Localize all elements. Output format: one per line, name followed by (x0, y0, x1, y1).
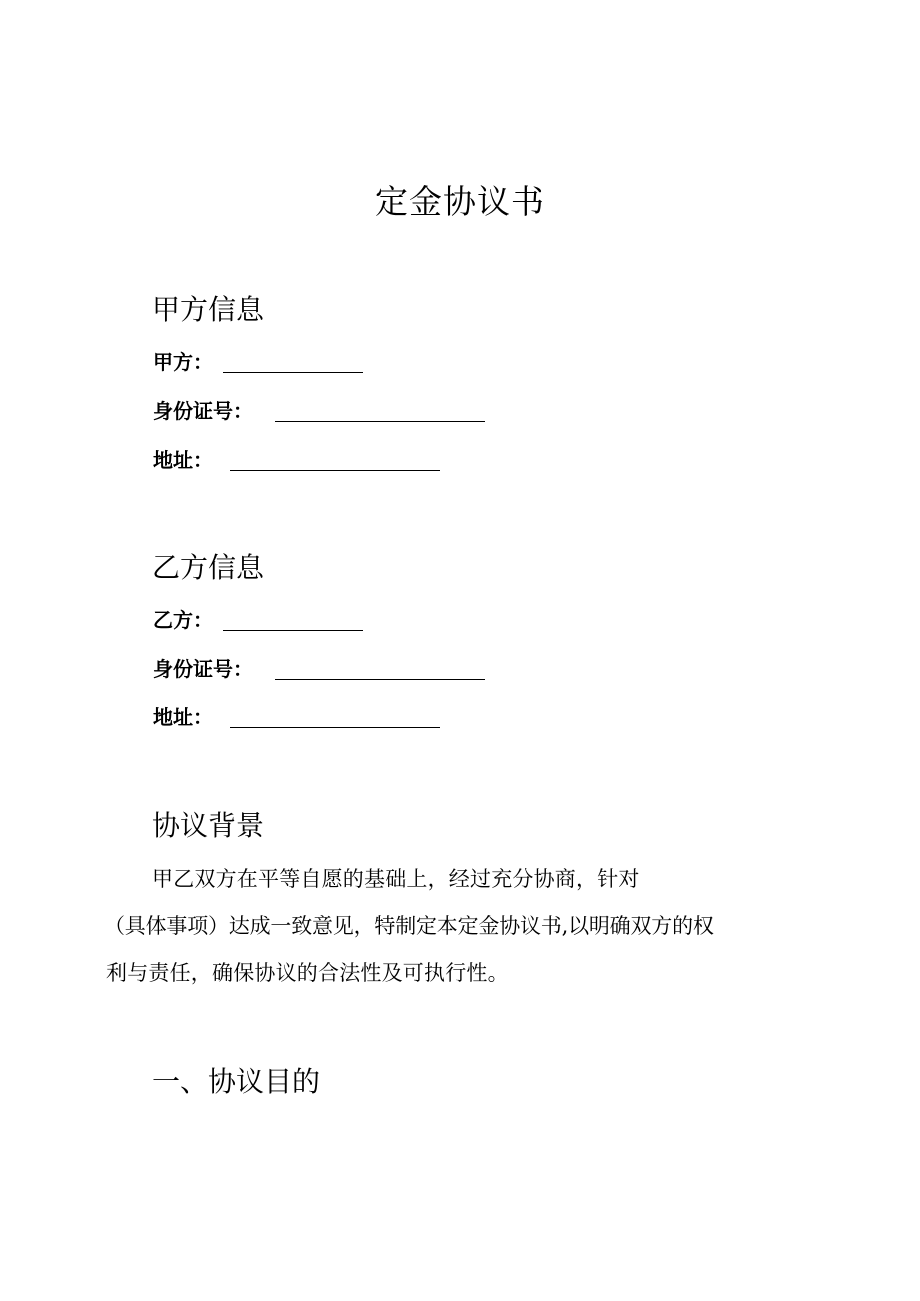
party-a-address-label: 地址： (153, 448, 213, 472)
party-a-name-field[interactable] (153, 346, 363, 376)
party-a-name-label: 甲方： (153, 350, 213, 374)
document-title: 定金协议书 (375, 182, 545, 221)
party-a-address-blank[interactable] (230, 448, 440, 471)
party-b-id-blank[interactable] (275, 657, 485, 680)
party-a-id-blank[interactable] (275, 399, 485, 422)
background-heading: 协议背景 (152, 809, 265, 842)
party-b-heading: 乙方信息 (152, 551, 265, 584)
party-a-id-field[interactable] (153, 395, 485, 425)
party-b-id-label: 身份证号： (153, 657, 253, 681)
party-b-address-field[interactable] (153, 701, 440, 731)
party-b-name-field[interactable] (153, 604, 363, 634)
party-b-address-label: 地址： (153, 705, 213, 729)
party-b-address-blank[interactable] (230, 705, 440, 728)
party-a-id-label: 身份证号： (153, 399, 253, 423)
background-line-2: （具体事项）达成一致意见，特制定本定金协议书,以明确双方的权 (104, 914, 714, 938)
party-b-id-field[interactable] (153, 653, 485, 683)
section-1-heading: 一、协议目的 (152, 1065, 321, 1098)
party-a-name-blank[interactable] (223, 350, 363, 373)
party-b-name-blank[interactable] (223, 608, 363, 631)
background-line-3: 利与责任，确保协议的合法性及可执行性。 (106, 961, 509, 985)
background-line-1: 甲乙双方在平等自愿的基础上，经过充分协商，针对 (152, 867, 640, 891)
party-a-address-field[interactable] (153, 444, 440, 474)
party-a-heading: 甲方信息 (152, 293, 265, 326)
party-b-name-label: 乙方： (153, 608, 213, 632)
